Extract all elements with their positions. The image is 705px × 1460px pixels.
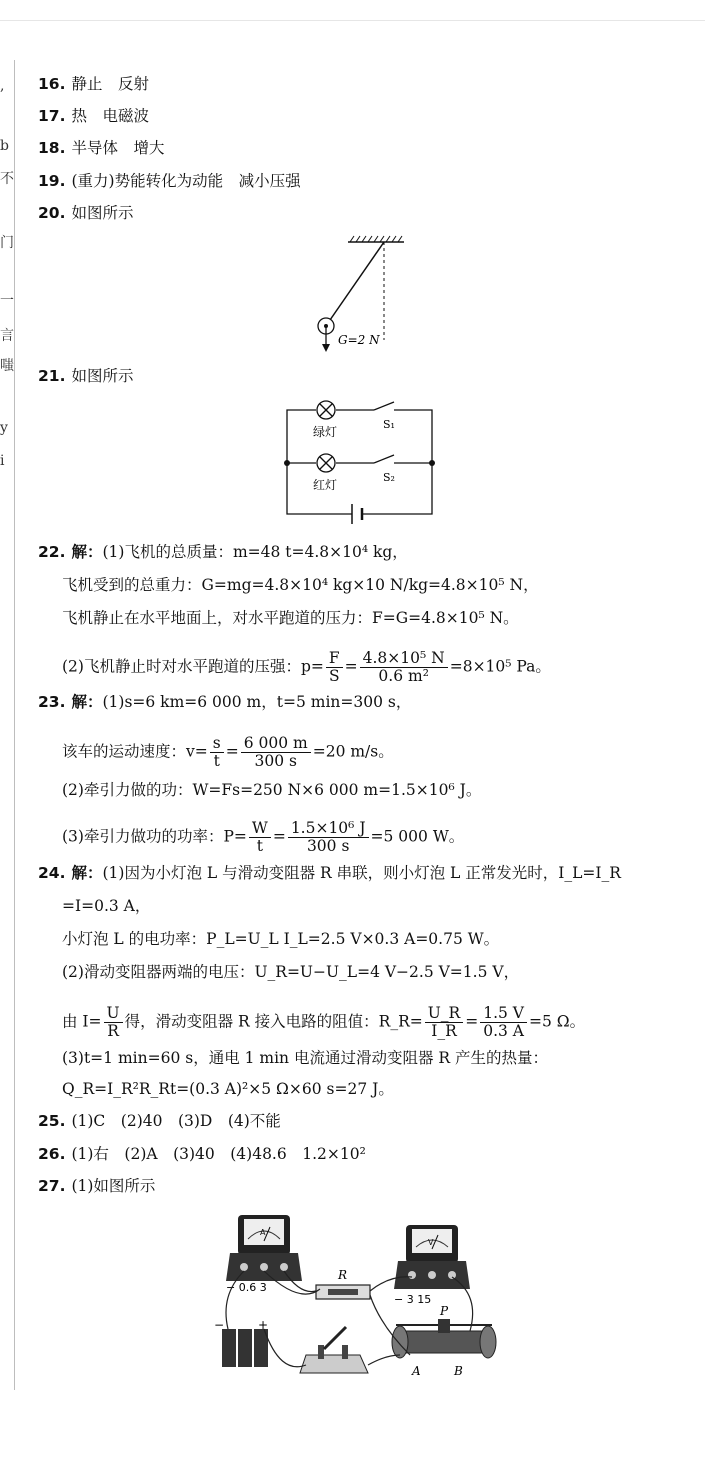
switch-icon xyxy=(300,1327,368,1373)
fraction: $\frac{W}{t}$ xyxy=(249,820,271,855)
answer-24-line5: 由 I= $\frac{U}{R}$ 得，滑动变阻器 R 接入电路的阻值：R_R= $\frac{U\_R}{I\_R}$ = $\frac{1.5 V}{0.3 A}$ =5 Ω。 xyxy=(62,1004,586,1040)
edge-mark: b xyxy=(0,138,9,154)
ammeter-terminals: − 0.6 3 xyxy=(226,1281,267,1294)
voltmeter-terminals: − 3 15 xyxy=(394,1293,432,1306)
voltmeter-icon xyxy=(394,1225,470,1289)
fraction: $\frac{s}{t}$ xyxy=(210,735,224,770)
fraction: $\frac{\text{1.5×10⁶ J}}{300 s}$ xyxy=(288,820,369,855)
fraction: $\frac{6 000 m}{300 s}$ xyxy=(241,735,311,770)
terminal-b-label: B xyxy=(454,1364,463,1378)
edge-mark: 不 xyxy=(0,171,14,187)
fraction: $\frac{U\_R}{I\_R}$ xyxy=(425,1005,463,1040)
parallel-circuit xyxy=(282,398,438,530)
answer-18: 18. 半导体 增大 xyxy=(38,139,165,157)
ammeter-symbol: A xyxy=(260,1228,266,1237)
edge-mark: 门 xyxy=(0,235,14,251)
binding-margin-rule xyxy=(14,60,15,1390)
battery-minus: − xyxy=(214,1318,225,1332)
experiment-apparatus xyxy=(210,1205,510,1390)
resistor-label: R xyxy=(338,1268,348,1282)
fraction: $\frac{U}{R}$ xyxy=(104,1005,123,1040)
answer-24-line4: (2)滑动变阻器两端的电压：U_R=U−U_L=4 V−2.5 V=1.5 V， xyxy=(62,963,520,981)
answer-16: 16. 静止 反射 xyxy=(38,75,149,93)
answer-25: 25. (1)C (2)40 (3)D (4)不能 xyxy=(38,1112,281,1130)
answer-22-line1: 22. 解：(1)飞机的总质量：m=48 t=4.8×10⁴ kg， xyxy=(38,542,408,561)
answer-24-line2: =I=0.3 A， xyxy=(62,897,151,915)
answer-23-line1: 23. 解：(1)s=6 km=6 000 m，t=5 min=300 s， xyxy=(38,692,412,711)
edge-mark: y xyxy=(0,420,8,436)
answer-24-line6: (3)t=1 min=60 s，通电 1 min 电流通过滑动变阻器 R 产生的热量： xyxy=(62,1049,548,1067)
edge-mark: i xyxy=(0,453,5,469)
edge-mark: 嗤 xyxy=(0,358,14,374)
answer-23-line4: (3)牵引力做功的功率：P= $\frac{W}{t}$ = $\frac{\text{1.5×10⁶ J}}{300 s}$ =5 000 W。 xyxy=(62,819,465,855)
gravity-label: G=2 N xyxy=(338,333,380,347)
answer-17: 17. 热 电磁波 xyxy=(38,107,149,125)
fraction: $\frac{\text{4.8×10⁵ N}}{\text{0.6 m²}}$ xyxy=(360,650,448,685)
answer-22-line4: (2)飞机静止时对水平跑道的压强：p= $\frac{F}{S}$ = $\frac{\text{4.8×10⁵ N}}{\text{0.6 m²}}$ =8×10⁵ Pa。 xyxy=(62,649,551,685)
answer-23-line3: (2)牵引力做的功：W=Fs=250 N×6 000 m=1.5×10⁶ J。 xyxy=(62,781,482,799)
terminal-a-label: A xyxy=(412,1364,421,1378)
battery-icon xyxy=(222,1329,268,1367)
switch-s2-label: S₂ xyxy=(383,471,395,484)
answer-20: 20. 如图所示 xyxy=(38,204,134,222)
fraction: $\frac{F}{S}$ xyxy=(326,650,343,685)
pendulum-figure xyxy=(300,232,430,362)
switch-s1-label: S₁ xyxy=(383,418,395,431)
battery-plus: + xyxy=(258,1318,269,1332)
edge-mark: , xyxy=(0,78,5,94)
slider-label: P xyxy=(440,1304,449,1318)
answer-27: 27. (1)如图所示 xyxy=(38,1177,156,1195)
voltmeter-symbol: V xyxy=(428,1238,434,1247)
answer-22-line2: 飞机受到的总重力：G=mg=4.8×10⁴ kg×10 N/kg=4.8×10⁵ N， xyxy=(62,576,539,594)
red-lamp-label: 红灯 xyxy=(313,478,338,492)
fraction: $\frac{1.5 V}{0.3 A}$ xyxy=(480,1005,527,1040)
answer-24-line3: 小灯泡 L 的电功率：P_L=U_L I_L=2.5 V×0.3 A=0.75 W。 xyxy=(62,930,500,948)
green-lamp-label: 绿灯 xyxy=(313,425,338,439)
answer-23-line2: 该车的运动速度：v= $\frac{s}{t}$ = $\frac{6 000 m}{300 s}$ =20 m/s。 xyxy=(62,734,394,770)
answer-19: 19. (重力)势能转化为动能 减小压强 xyxy=(38,172,301,190)
edge-mark: 言 xyxy=(0,328,14,344)
edge-mark: 一 xyxy=(0,293,14,309)
answer-24-line1: 24. 解：(1)因为小灯泡 L 与滑动变阻器 R 串联，则小灯泡 L 正常发光时，I_L=I_R xyxy=(38,863,621,882)
top-rule xyxy=(0,20,705,21)
answer-24-line7: Q_R=I_R²R_Rt=(0.3 A)²×5 Ω×60 s=27 J。 xyxy=(62,1080,394,1098)
answer-21: 21. 如图所示 xyxy=(38,367,134,385)
answer-26: 26. (1)右 (2)A (3)40 (4)48.6 1.2×10² xyxy=(38,1145,366,1163)
answer-22-line3: 飞机静止在水平地面上，对水平跑道的压力：F=G=4.8×10⁵ N。 xyxy=(62,609,519,627)
